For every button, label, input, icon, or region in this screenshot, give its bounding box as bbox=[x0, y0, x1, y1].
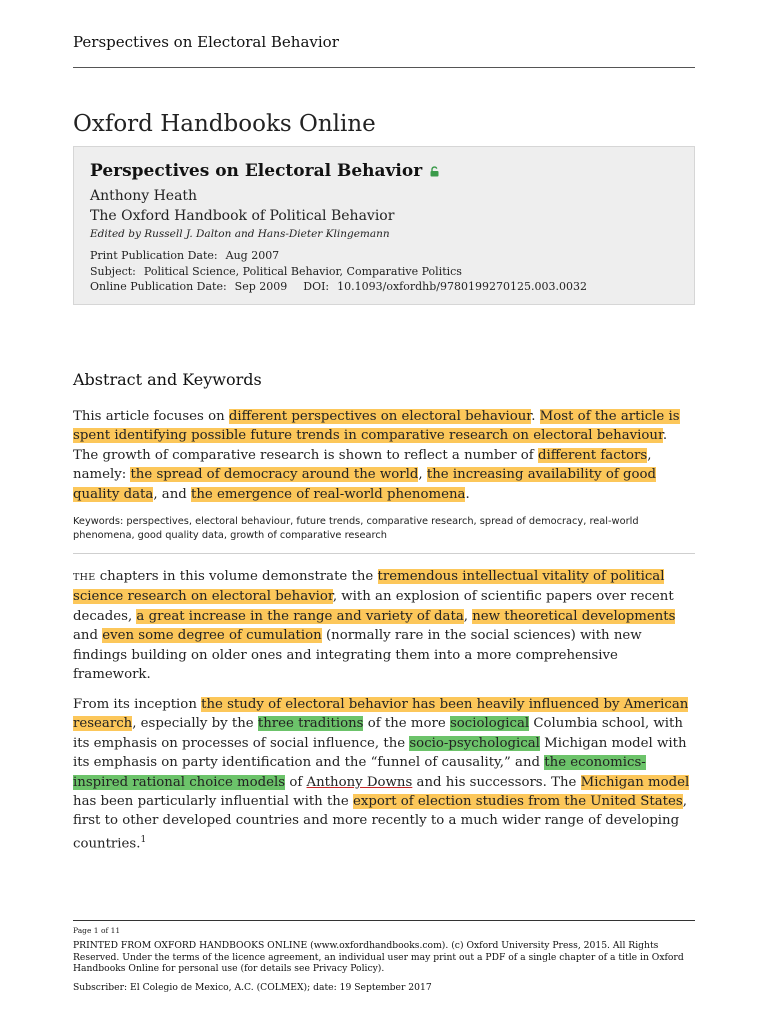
highlight-yellow: different factors bbox=[537, 447, 648, 463]
handbook-title: The Oxford Handbook of Political Behavior bbox=[90, 208, 395, 224]
body-text: of the more bbox=[363, 716, 450, 732]
highlight-green: socio-psychological bbox=[409, 735, 540, 751]
online-pub-row bbox=[90, 279, 678, 295]
doi-value: 10.1093/oxfordhb/9780199270125.003.0032 bbox=[337, 280, 587, 293]
online-pub-date: Sep 2009 bbox=[234, 280, 288, 293]
body-text: , with an explosion of scientific papers over recent decades, bbox=[73, 589, 674, 624]
abstract-text: , namely: bbox=[73, 447, 652, 483]
keywords: Keywords: perspectives, electoral behaviour, future trends, comparative research, spread of democracy, real-world phenomena, good quality data, growth of comparative research bbox=[73, 516, 639, 541]
highlight-green: the economics-inspired rational choice models bbox=[73, 755, 646, 790]
print-pub-row bbox=[90, 248, 678, 264]
highlight-green: three traditions bbox=[257, 716, 364, 732]
abstract-text: , bbox=[418, 467, 427, 483]
highlight-yellow: even some degree of cumulation bbox=[102, 628, 322, 644]
abstract-text: . bbox=[531, 409, 540, 424]
body-text: Michigan model with its emphasis on party identification and the “funnel of causality,” and bbox=[73, 735, 687, 771]
running-header: Perspectives on Electoral Behavior bbox=[73, 33, 339, 51]
online-pub-label: Online Publication Date: bbox=[90, 280, 227, 293]
abstract-text: This article focuses on bbox=[73, 409, 229, 424]
doi-label: DOI: bbox=[303, 280, 330, 293]
body-text: and his successors. The bbox=[412, 774, 581, 790]
body-text: of bbox=[285, 774, 307, 790]
highlight-green: sociological bbox=[449, 716, 530, 732]
subject-row bbox=[90, 264, 678, 280]
highlight-yellow: the study of electoral behavior has been heavily influenced by American research bbox=[73, 697, 689, 732]
page-number: Page 1 of 11 bbox=[73, 926, 121, 935]
publication-meta bbox=[90, 248, 678, 295]
header-divider bbox=[73, 67, 695, 68]
body-paragraph-2 bbox=[73, 695, 695, 854]
dropcap-smallcaps: THE bbox=[73, 572, 96, 583]
section-divider bbox=[73, 553, 695, 554]
highlight-yellow: different perspectives on electoral behaviour bbox=[228, 409, 532, 424]
body-text: (normally rare in the social sciences) with new findings building on older ones and integrating them into a more comprehensive framework. bbox=[73, 628, 642, 683]
highlight-yellow: tremendous intellectual vitality of political science research on electoral behavior bbox=[73, 569, 665, 605]
highlight-yellow: a great increase in the range and variety of data bbox=[136, 608, 464, 624]
abstract-text: . The growth of comparative research is shown to reflect a number of bbox=[73, 428, 668, 463]
body-text: From its inception bbox=[73, 697, 202, 712]
author-link[interactable]: Anthony Downs bbox=[306, 774, 413, 790]
author: Anthony Heath bbox=[90, 188, 198, 204]
highlight-yellow: new theoretical developments bbox=[472, 608, 676, 624]
subject-label: Subject: bbox=[90, 264, 136, 278]
abstract-heading: Abstract and Keywords bbox=[73, 370, 262, 389]
print-pub-date: Aug 2007 bbox=[225, 249, 280, 262]
highlight-yellow: Most of the article is spent identifying possible future trends in comparative research on electoral behaviour bbox=[73, 409, 680, 444]
chapter-info-box bbox=[73, 146, 695, 305]
footer-divider bbox=[73, 920, 695, 921]
abstract-text: . bbox=[465, 486, 470, 502]
subscriber-info: Subscriber: El Colegio de Mexico, A.C. (COLMEX); date: 19 September 2017 bbox=[73, 982, 432, 993]
body-text: chapters in this volume demonstrate the bbox=[95, 569, 378, 584]
footnote-ref[interactable]: 1 bbox=[140, 834, 147, 845]
body-text: Columbia school, with its emphasis on processes of social influence, the bbox=[73, 716, 683, 751]
highlight-yellow: the increasing availability of good quality data bbox=[73, 467, 657, 502]
print-pub-label: Print Publication Date: bbox=[90, 249, 218, 262]
unlocked-icon bbox=[430, 160, 439, 184]
chapter-title bbox=[90, 159, 678, 184]
body-text: has been particularly influential with the bbox=[73, 794, 353, 810]
highlight-yellow: the spread of democracy around the world bbox=[130, 467, 419, 483]
site-title: Oxford Handbooks Online bbox=[73, 111, 376, 137]
abstract-text: , and bbox=[153, 486, 191, 502]
highlight-yellow: Michigan model bbox=[580, 774, 690, 790]
subject-value: Political Science, Political Behavior, Comparative Politics bbox=[143, 264, 462, 278]
highlight-yellow: export of election studies from the United States bbox=[352, 794, 683, 810]
body-paragraph-1 bbox=[73, 567, 695, 684]
chapter-title-text: Perspectives on Electoral Behavior bbox=[90, 161, 423, 181]
body-text: , especially by the bbox=[132, 716, 258, 732]
copyright-notice: PRINTED FROM OXFORD HANDBOOKS ONLINE (www.oxfordhandbooks.com). (c) Oxford University Press, 2015. All Rights Reserved. Under the terms of the licence agreement, an individual user may print out a PDF of a single chapter of a title in Oxford Handbooks Online for personal use (for details see Privacy Policy). bbox=[73, 940, 684, 974]
body-text: , first to other developed countries and more recently to a much wider range of developing countries. bbox=[73, 794, 687, 852]
abstract-paragraph bbox=[73, 407, 695, 504]
highlight-yellow: the emergence of real-world phenomena bbox=[191, 486, 466, 502]
body-text: and bbox=[73, 628, 103, 644]
body-text: , bbox=[463, 608, 473, 624]
editors: Edited by Russell J. Dalton and Hans-Dieter Klingemann bbox=[90, 228, 390, 240]
